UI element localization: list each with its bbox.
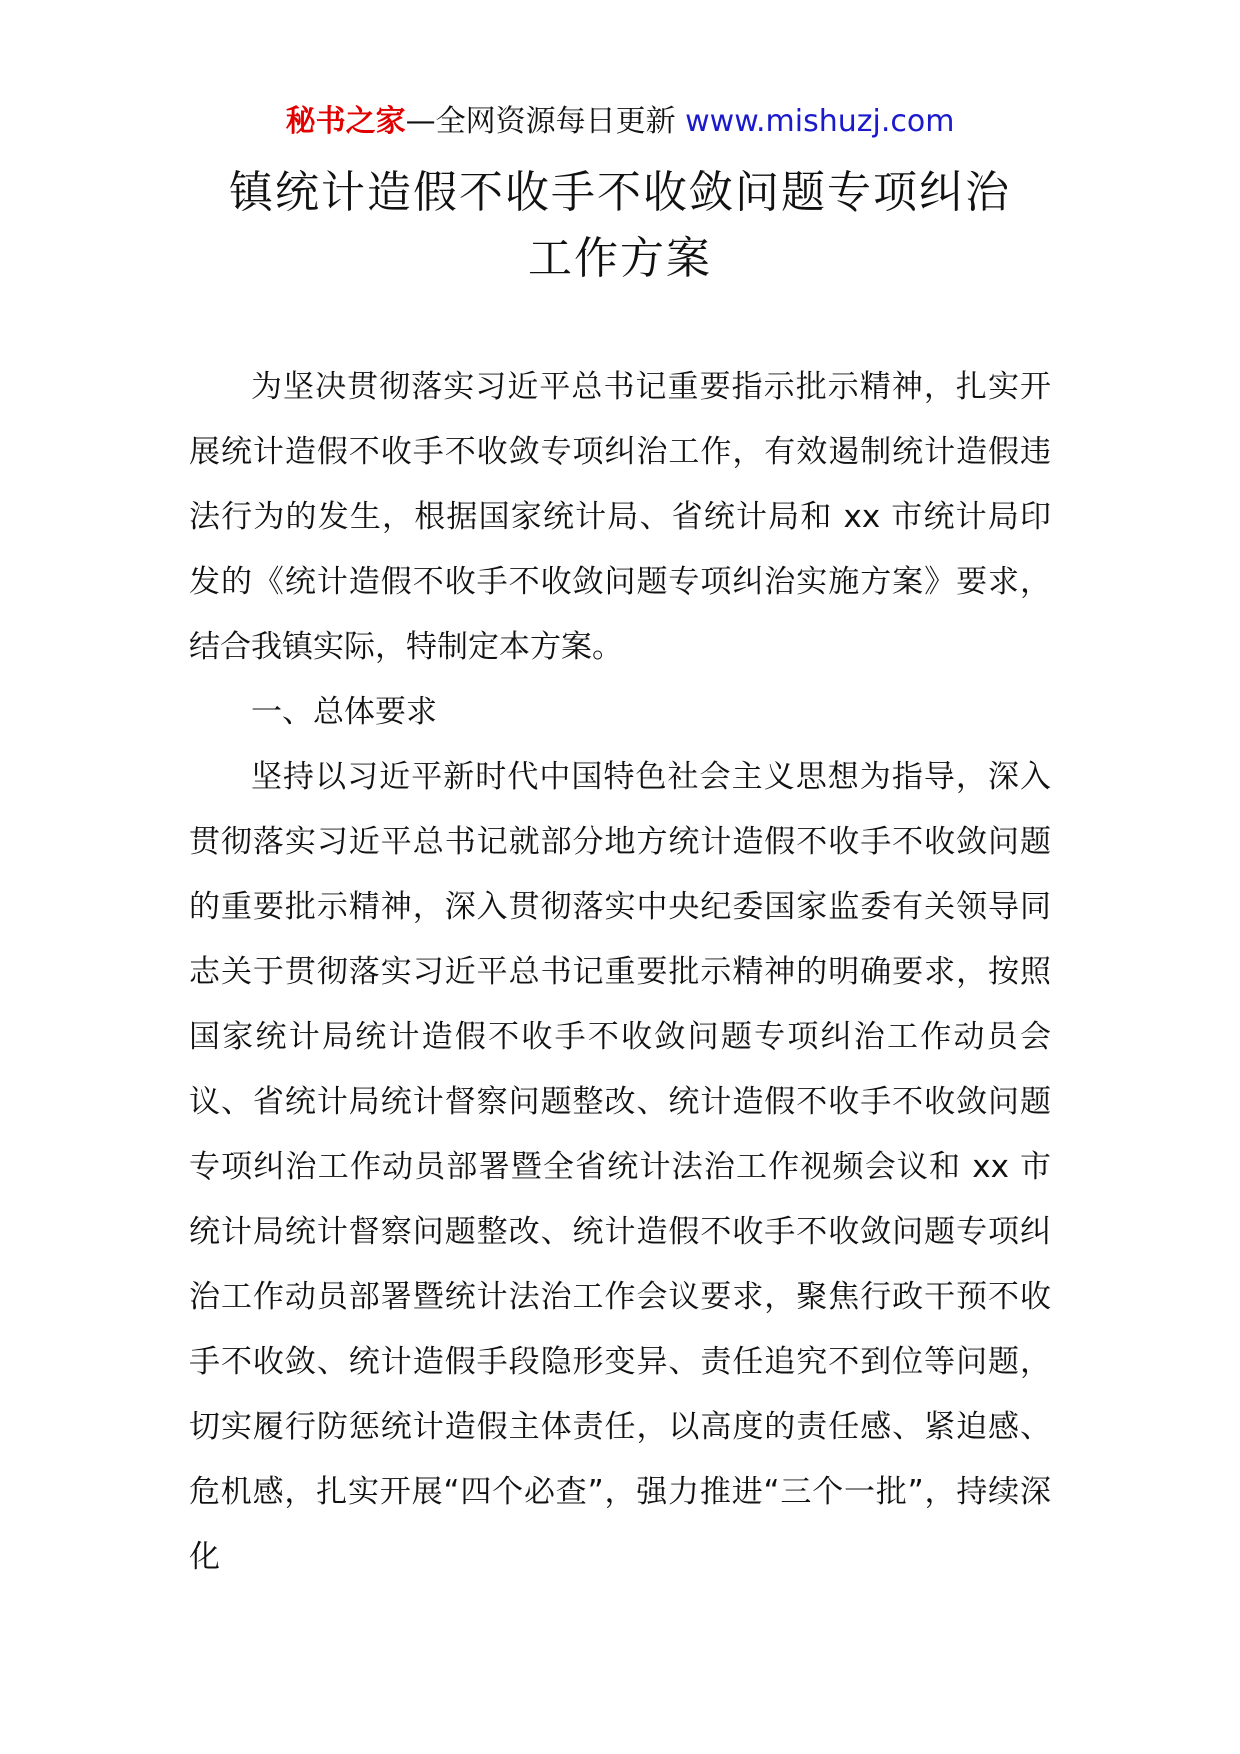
intro-paragraph: 为坚决贯彻落实习近平总书记重要指示批示精神，扎实开展统计造假不收手不收敛专项纠治工作，有效遏制统计造假违法行为的发生，根据国家统计局、省统计局和 xx 市统计局印发的《统计造假不收手不收敛问题专项纠治实施方案》要求，结合我镇实际，特制定本方案。 [189, 369, 1051, 665]
section-heading: 一、总体要求 [251, 694, 437, 730]
body-paragraph: 坚持以习近平新时代中国特色社会主义思想为指导，深入贯彻落实习近平总书记就部分地方统计造假不收手不收敛问题的重要批示精神，深入贯彻落实中央纪委国家监委有关领导同志关于贯彻落实习近平总书记重要批示精神的明确要求，按照国家统计局统计造假不收手不收敛问题专项纠治工作动员会议、省统计局统计督察问题整改、统计造假不收手不收敛问题专项纠治工作动员部署暨全省统计法治工作视频会议和 xx 市统计局统计督察问题整改、统计造假不收手不收敛问题专项纠治工作动员部署暨统计法治工作会议要求，聚焦行政干预不收手不收敛、统计造假手段隐形变异、责任追究不到位等问题，切实履行防惩统计造假主体责任，以高度的责任感、紧迫感、危机感，扎实开展“四个必查”，强力推进“三个一批”，持续深化 [189, 759, 1051, 1575]
title-line-1: 镇统计造假不收手不收敛问题专项纠治 [229, 167, 1011, 218]
banner-tagline: —全网资源每日更新 [405, 104, 676, 139]
title-line-2: 工作方案 [528, 233, 712, 284]
brand-name: 秘书之家 [285, 104, 406, 139]
document-body [189, 355, 1051, 1590]
site-banner [0, 100, 1240, 144]
website-link[interactable]: www.mishuzj.com [685, 104, 955, 139]
document-title [0, 160, 1240, 292]
